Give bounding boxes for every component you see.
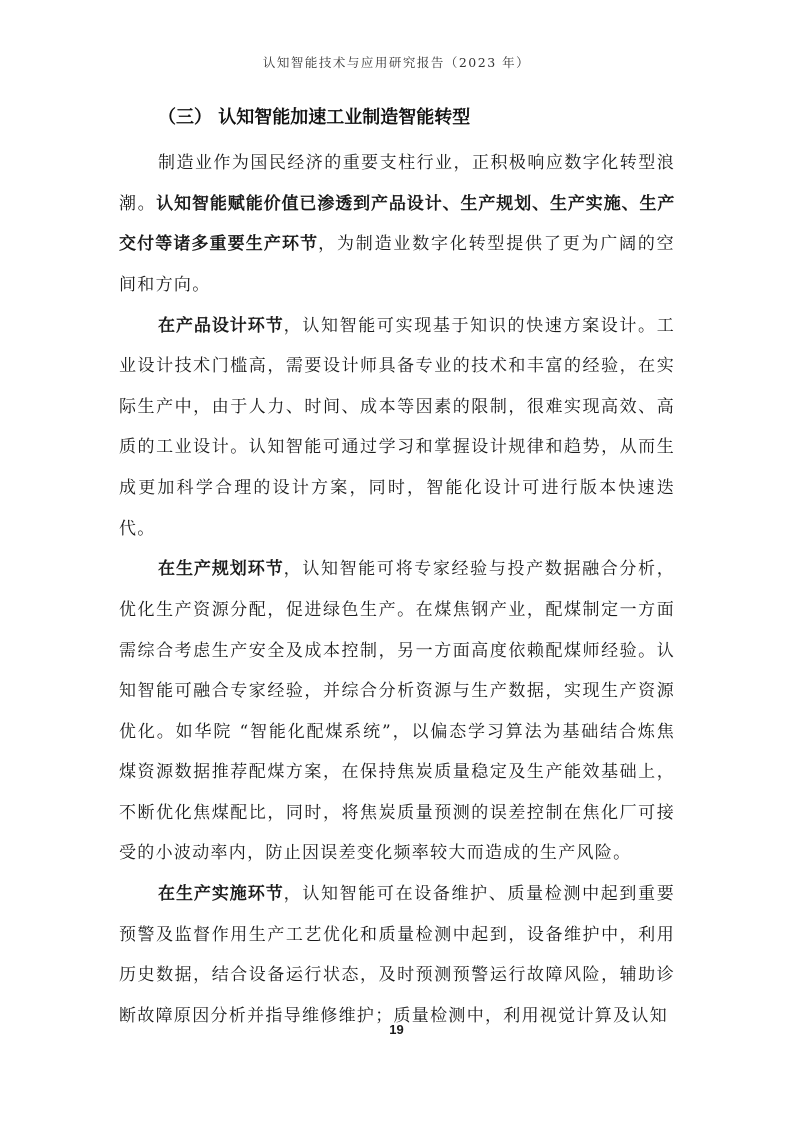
paragraph-production-planning (119, 549, 675, 874)
paragraph-text: ，认知智能可将专家经验与投产数据融合分析，优化生产资源分配，促进绿色生产。在煤焦钢产业，配煤制定一方面需综合考虑生产安全及成本控制，另一方面高度依赖配煤师经验。认知智能可融合专家经验，并综合分析资源与生产数据，实现生产资源优化。如华院 “智能化配煤系统”，以偏态学习算法为基础结合炼焦煤资源数据推荐配煤方案，在保持焦炭质量稳定及生产能效基础上，不断优化焦煤配比，同时，将焦炭质量预测的误差控制在焦化厂可接受的小波动率内，防止因误差变化频率较大而造成的生产风险。 (119, 559, 675, 864)
paragraph-lead: 在产品设计环节 (158, 315, 284, 336)
paragraph-text: ，为制造业数字化转型提供了更为广阔的空间和方向。 (119, 234, 675, 295)
paragraph-product-design (119, 306, 675, 550)
page-number: 19 (389, 1022, 404, 1037)
running-header: 认知智能技术与应用研究报告（2023 年） (262, 55, 531, 70)
paragraph-production-implementation (119, 874, 675, 1036)
section-title: （三） 认知智能加速工业制造智能转型 (158, 107, 471, 128)
paragraph-bold-text: 认知智能赋能价值已渗透到产品设计、生产规划、生产实施、生产交付等诸多重要生产环节 (119, 193, 675, 255)
paragraph-text: 制造业作为国民经济的重要支柱行业，正积极响应数字化转型浪潮。 (119, 153, 675, 214)
paragraph-intro (119, 143, 675, 305)
paragraph-text: ，认知智能可实现基于知识的快速方案设计。工业设计技术门槛高，需要设计师具备专业的技术和丰富的经验，在实际生产中，由于人力、时间、成本等因素的限制，很难实现高效、高质的工业设计。认知智能可通过学习和掌握设计规律和趋势，从而生成更加科学合理的设计方案，同时，智能化设计可进行版本快速迭代。 (119, 315, 675, 539)
paragraph-lead: 在生产规划环节 (158, 559, 284, 580)
body-text (119, 143, 675, 1037)
paragraph-lead: 在生产实施环节 (158, 884, 284, 905)
paragraph-text: ，认知智能可在设备维护、质量检测中起到重要预警及监督作用生产工艺优化和质量检测中起到，设备维护中，利用历史数据，结合设备运行状态，及时预测预警运行故障风险，辅助诊断故障原因分析并指导维修维护；质量检测中，利用视觉计算及认知 (119, 884, 675, 1027)
